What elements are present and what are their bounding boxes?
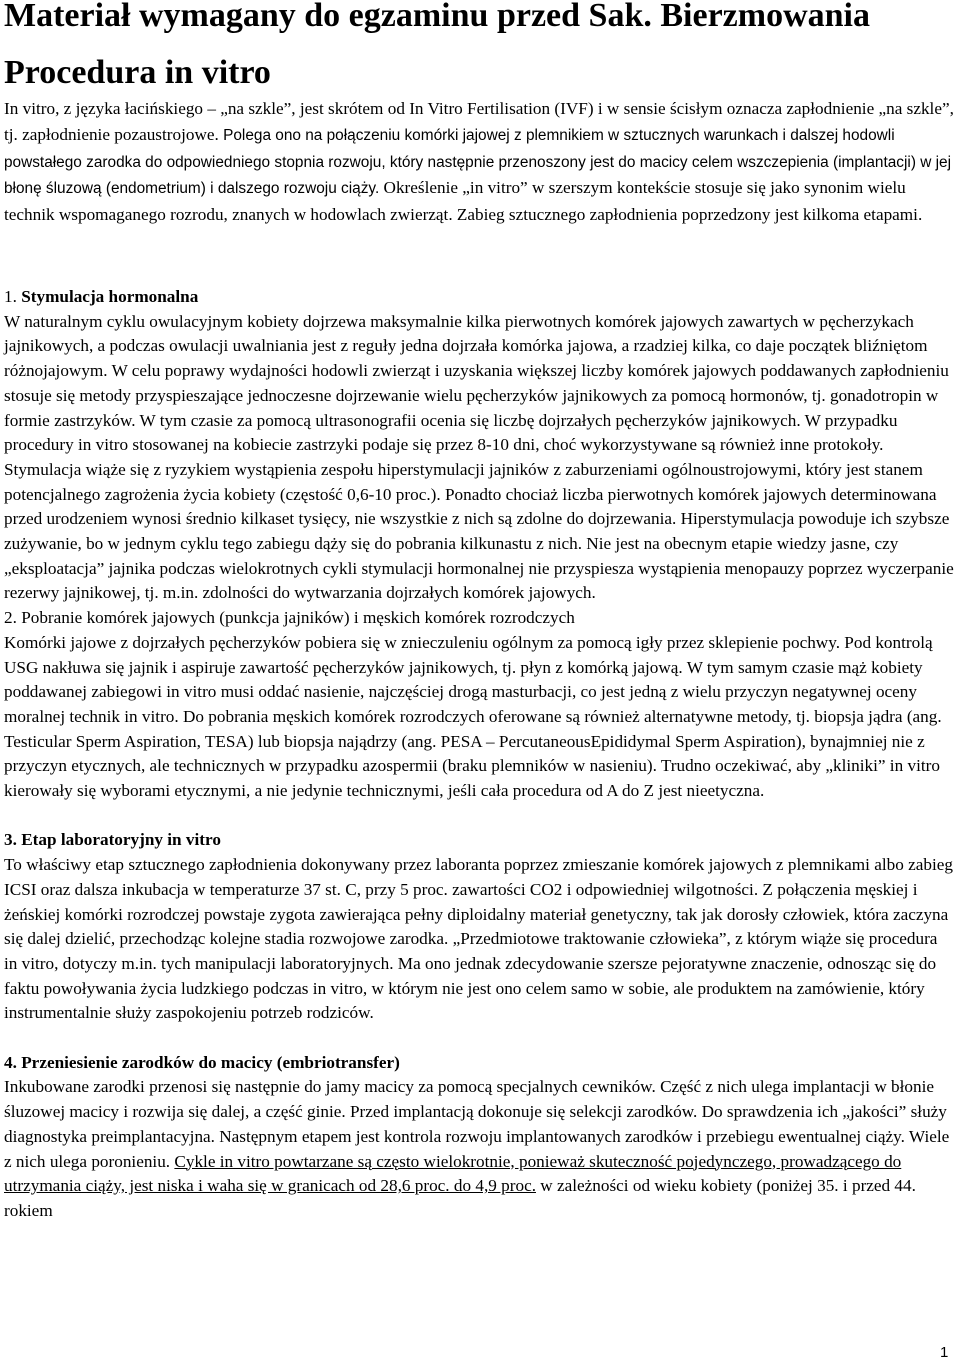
section-1-text: W naturalnym cyklu owulacyjnym kobiety dojrzewa maksymalnie kilka pierwotnych komórek jajowych zawartych w pęcherzykach jajnikowych, a podczas owulacji uwalniania jest z reguły jedna dojrzała komórka jajowa, a rzadziej kilka, co daje początek bliźniętom różnojajowym. W celu poprawy wydajności hodowli zwierząt i uzyskania większej liczby komórek jajowych poddawanych zapłodnieniu stosuje się metody przyspieszające jednoczesne dojrzewanie wielu pęcherzyków jajnikowych za pomocą hormonów, tj. gonadotropin w formie zastrzyków. W tym czasie za pomocą ultrasonografii ocenia się liczbę dojrzałych pęcherzyków jajnikowych. W przypadku procedury in vitro stosowanej na kobiecie zastrzyki podaje się przez 8-10 dni, choć wykorzystywane są również inne protokoły. Stymulacja wiąże się z ryzykiem wystąpienia zespołu hiperstymulacji jajników z zaburzeniami ogólnoustrojowymi, który jest stanem potencjalnego zagrożenia życia kobiety (częstość 0,6-10 proc.). Ponadto chociaż liczba pierwotnych komórek jajowych determinowana przed urodzeniem wynosi średnio kilkaset tysięcy, nie wszystkie z nich są zdolne do dojrzewania. Hiperstymulacja powoduje ich szybsze zużywanie, bo w jednym cyklu tego zabiegu dąży się do pobrania kilkunastu z nich. Nie jest na obecnym etapie wiedzy jasne, czy „eksploatacja” jajnika podczas wielokrotnych cykli stymulacji hormonalnej nie przyspiesza wystąpienia menopauzy poprzez wyczerpanie rezerwy jajnikowej, tj. m.in. zdolności do wytwarzania dojrzałych komórek jajowych.: [4, 311, 954, 603]
sections-body: [4, 285, 954, 1224]
section-4-text-end: w zależności od wieku kobiety (poniżej 35. i przed 44. rokiem: [4, 1176, 916, 1220]
section-3-text: To właściwy etap sztucznego zapłodnienia dokonywany przez laboranta poprzez zmieszanie komórek jajowych z plemnikami albo zabieg ICSI oraz dalsza inkubacja w temperaturze 37 st. C, przy 5 proc. zawartości CO2 i odpowiedniej wilgotności. Z połączenia męskiej i żeńskiej komórki rozrodczej powstaje zygota zawierająca pełny diploidalny materiał genetyczny, tak jak dorosły człowiek, która zaczyna się dalej dzielić, przechodząc kolejne stadia rozwojowe zarodka. „Przedmiotowe traktowanie człowieka”, z którym wiąże się procedura in vitro, dotyczy m.in. tych manipulacji laboratoryjnych. Ma ono jednak zdecydowanie szersze pejoratywne znaczenie, odnosząc się do faktu powoływania życia ludzkiego podczas in vitro, w którym nie jest ono celem samo w sobie, ale produktem na zamówienie, który instrumentalnie służy zaspokojeniu potrzeb rodziców.: [4, 855, 953, 1023]
intro-text-2: Polega ono na połączeniu komórki jajowej z plemnikiem w sztucznych warunkach i dalszej hodowli powstałego zarodka do odpowiedniego stopnia rozwoju, który następnie przenoszony jest do macicy celem wszczepienia (implantacji) w jej błonę śluzową (endometrium) i dalszego rozwoju ciąży.: [4, 126, 952, 198]
section-title: Etap laboratoryjny in vitro: [21, 830, 221, 850]
section-4-text: [4, 1075, 954, 1223]
section-number: 3.: [4, 830, 17, 850]
document-title: Materiał wymagany do egzaminu przed Sak. Bierzmowania: [4, 0, 870, 34]
section-4-heading: [4, 1051, 954, 1076]
paragraph-gap: [4, 804, 954, 829]
section-3-heading: [4, 828, 954, 853]
section-title: Przeniesienie zarodków do macicy (embriotransfer): [21, 1052, 400, 1072]
section-number: 2.: [4, 608, 17, 628]
section-title: Stymulacja hormonalna: [21, 287, 199, 306]
underlined-link[interactable]: Cykle in vitro powtarzane są często wielokrotnie, ponieważ skuteczność pojedynczego, prowadzącego do utrzymania ciąży, jest niska i waha się w granicach od 28,6 proc. do 4,9 proc.: [4, 1151, 902, 1196]
section-4-text-start: Inkubowane zarodki przenosi się następnie do jamy macicy za pomocą specjalnych cewników. Część z nich ulega implantacji w błonie śluzowej macicy i rozwija się dalej, a część ginie. Przed implantacją dokonuje się selekcji zarodków. Do sprawdzenia ich „jakości” służy diagnostyka preimplantacyjna. Następnym etapem jest kontrola rozwoju implantowanych zarodków i przebiegu ewentualnej ciąży. Wiele z nich ulega poronieniu.: [4, 1077, 950, 1171]
section-title: Pobranie komórek jajowych (punkcja jajników) i męskich komórek rozrodczych: [21, 608, 575, 628]
intro-paragraph: [4, 96, 954, 228]
section-number: 1.: [4, 287, 17, 306]
section-2-text: Komórki jajowe z dojrzałych pęcherzyków pobiera się w znieczuleniu ogólnym za pomocą igły przez sklepienie pochwy. Pod kontrolą USG nakłuwa się jajnik i aspiruje zawartość pęcherzyków jajnikowych, tj. płyn z komórką jajową. W tym samym czasie mąż kobiety poddawanej zabiegowi in vitro musi oddać nasienie, najczęściej drogą masturbacji, co jest jedną z wielu przyczyn negatywnej oceny moralnej technik in vitro. Do pobrania męskich komórek rozrodczych oferowane są również alternatywne metody, tj. biopsja jądra (ang. Testicular Sperm Aspiration, TESA) lub biopsja najądrzy (ang. PESA – PercutaneousEpididymal Sperm Aspiration), bynajmniej nie z przyczyn etycznych, ale technicznych w przypadku azospermii (braku plemników w nasieniu). Trudno oczekiwać, aby „kliniki” in vitro kierowały się wyborami etycznymi, a nie jedynie technicznymi, jeśli cała procedura od A do Z jest nieetyczna.: [4, 632, 942, 801]
section-2-heading: [4, 606, 954, 631]
document-subtitle: Procedura in vitro: [4, 54, 271, 91]
intro-text-3: Określenie „in vitro” w szerszym kontekście stosuje się jako synonim wielu technik wspomaganego rozrodu, znanych w hodowlach zwierząt. Zabieg sztucznego zapłodnienia poprzedzony jest kilkoma etapami.: [4, 178, 923, 225]
intro-text-1: In vitro, z języka łacińskiego – „na szkle”, jest skrótem od In Vitro Fertilisation (IVF) i w sensie ścisłym oznacza zapłodnienie „na szkle”, tj. zapłodnienie pozaustrojowe.: [4, 99, 954, 144]
section-number: 4.: [4, 1052, 17, 1072]
page-number: 1: [940, 1344, 949, 1361]
section-1-heading: [4, 285, 954, 310]
paragraph-gap: [4, 1026, 954, 1051]
